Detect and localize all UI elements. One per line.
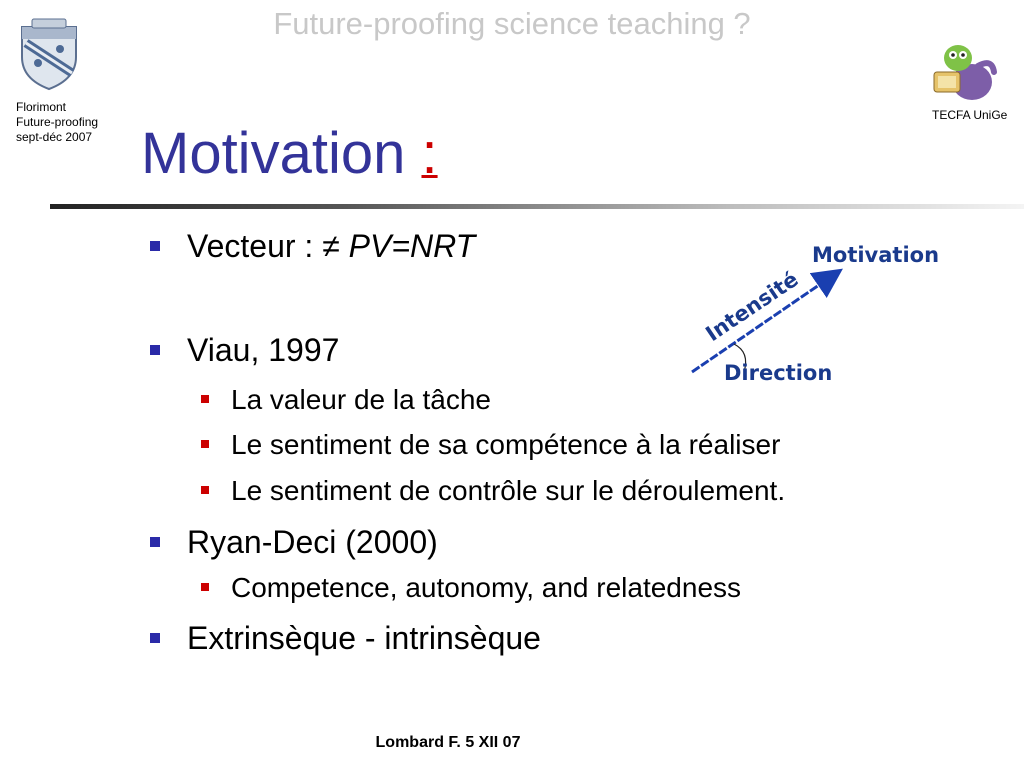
bullet-item bbox=[187, 228, 475, 265]
bullet-text: La valeur de la tâche bbox=[231, 384, 491, 415]
slide-title-colon: : bbox=[421, 121, 438, 186]
title-divider bbox=[50, 204, 1024, 209]
bullet-item bbox=[187, 620, 541, 657]
slide-title bbox=[141, 120, 438, 187]
bullet-item bbox=[187, 524, 438, 561]
left-caption bbox=[16, 100, 98, 145]
motivation-vector-diagram bbox=[688, 236, 948, 386]
bullet-italic-text: PV=NRT bbox=[348, 228, 476, 264]
sub-bullet-item bbox=[231, 429, 780, 461]
bullet-text: Viau, 1997 bbox=[187, 332, 340, 368]
sub-bullet-item bbox=[231, 572, 741, 604]
slide-title-text: Motivation bbox=[141, 121, 422, 186]
intensite-label: Intensité bbox=[701, 266, 803, 347]
bullet-text: Le sentiment de sa compétence à la réaliser bbox=[231, 429, 781, 460]
mascot-icon bbox=[928, 38, 1000, 104]
bullet-text: Ryan-Deci (2000) bbox=[187, 524, 438, 560]
caption-line: Future-proofing bbox=[16, 115, 99, 129]
direction-label: Direction bbox=[724, 361, 833, 385]
footer-text: Lombard F. 5 XII 07 bbox=[375, 734, 521, 751]
bullet-item bbox=[187, 332, 339, 369]
bullet-text: Vecteur : ≠ bbox=[187, 228, 349, 264]
motivation-label: Motivation bbox=[812, 243, 940, 267]
sub-bullet-item bbox=[231, 384, 491, 416]
bullet-text: Extrinsèque - intrinsèque bbox=[187, 620, 541, 656]
bullet-text: Competence, autonomy, and relatedness bbox=[231, 572, 742, 603]
right-caption: TECFA UniGe bbox=[932, 108, 1008, 122]
sub-bullet-item bbox=[231, 475, 785, 507]
school-crest-icon bbox=[16, 17, 82, 91]
bullet-text: Le sentiment de contrôle sur le déroulement. bbox=[231, 475, 786, 506]
caption-line: sept-déc 2007 bbox=[16, 130, 93, 144]
caption-line: Florimont bbox=[16, 100, 67, 114]
header-title: Future-proofing science teaching ? bbox=[273, 6, 751, 41]
